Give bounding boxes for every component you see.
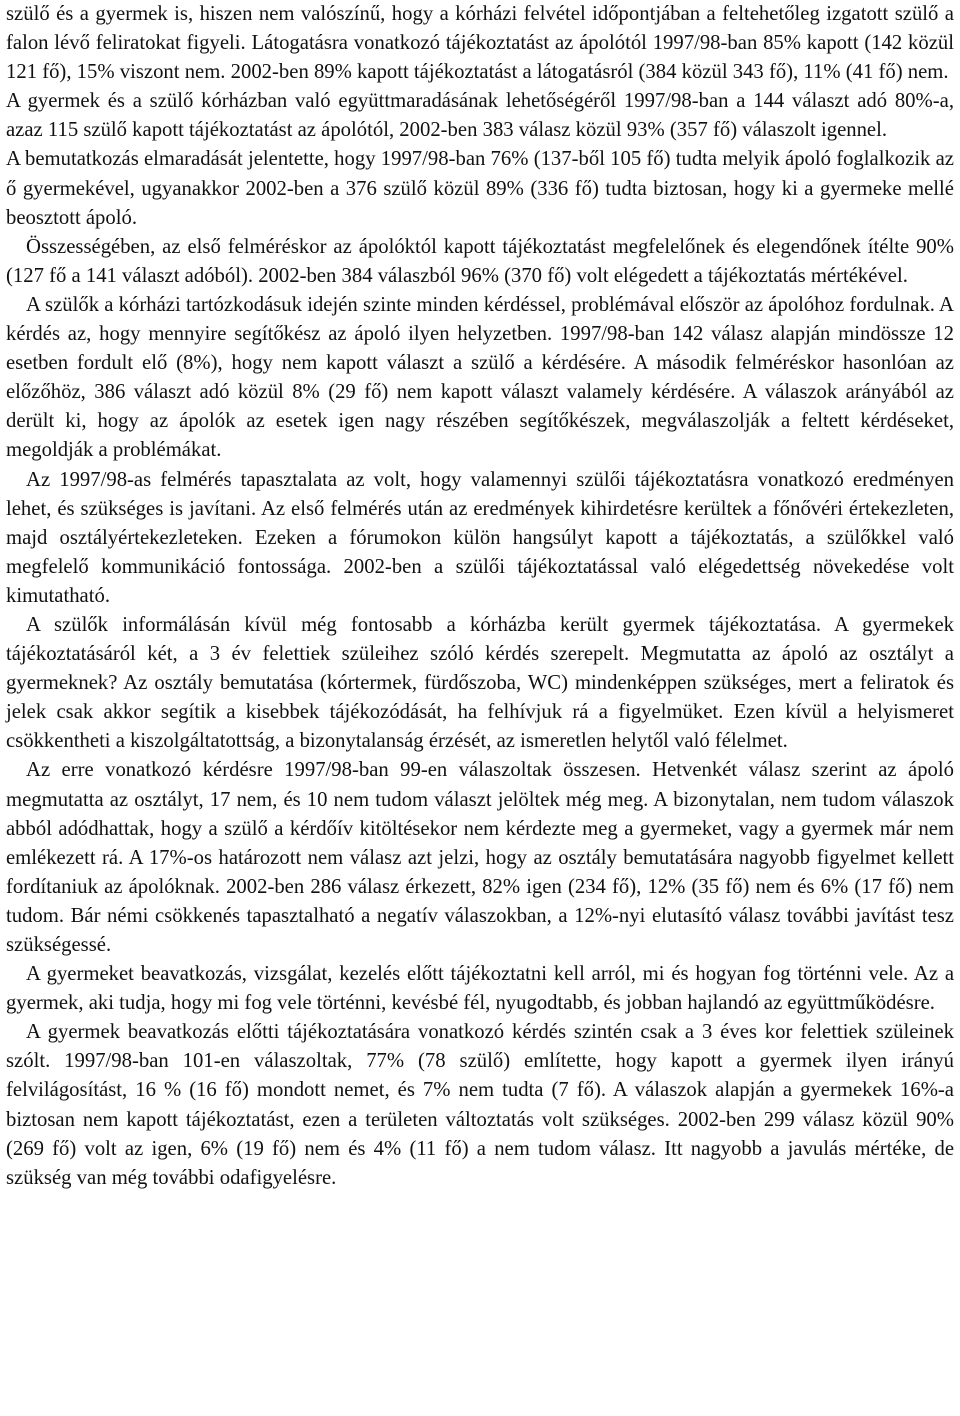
paragraph-visiting-info: szülő és a gyermek is, hiszen nem valószínű, hogy a kórházi felvétel időpontjában a feltehetőleg izgatott szülő a falon lévő feliratokat figyeli. Látogatásra vonatkozó tájékoztatást az ápolótól 1997/98-ban 85% kapott (142 közül 121 fő), 15% viszont nem. 2002-ben 89% kapott tájékoztatást a látogatásról (384 közül 343 fő), 11% (41 fő) nem. — [6, 3, 954, 84]
paragraph-survey-experience: Az 1997/98-as felmérés tapasztalata az volt, hogy valamennyi szülői tájékoztatásra vonatkozó eredményen lehet, és szükséges is javítani. Az első felmérés után az eredmények kihirdetésre kerültek a főnővéri értekezleten, majd osztályértekezleteken. Ezeken a fórumokon külön hangsúlyt kapott a tájékoztatás, a szülőkkel való megfelelő kommunikáció fontossága. 2002-ben a szülői tájékoztatással való elégedettség növekedése volt kimutatható. — [6, 468, 954, 607]
paragraph-nurse-introduction: A bemutatkozás elmaradását jelentette, hogy 1997/98-ban 76% (137-ből 105 fő) tudta melyik ápoló foglalkozik az ő gyermekével, ugyanakkor 2002-ben a 376 szülő közül 89% (336 fő) tudta biztosan, hogy ki a gyermeke mellé beosztott ápoló. — [6, 148, 954, 229]
paragraph-overall-satisfaction: Összességében, az első felméréskor az ápolóktól kapott tájékoztatást megfelelőnek és elegendőnek ítélte 90% (127 fő a 141 választ adóból). 2002-ben 384 válaszból 96% (370 fő) volt elégedett a tájékoztatás mértékével. — [6, 235, 954, 287]
paragraph-nurse-helpfulness: A szülők a kórházi tartózkodásuk idején szinte minden kérdéssel, problémával először az ápolóhoz fordulnak. A kérdés az, hogy mennyire segítőkész az ápoló ilyen helyzetben. 1997/98-ban 142 válasz alapján mindössze 12 esetben fordult elő (8%), hogy nem kapott választ a szülő a kérdésére. A második felméréskor hasonlóan az előzőhöz, 386 választ adó közül 8% (29 fő) nem kapott választ valamely kérdésére. A válaszok arányából az derült ki, hogy az ápolók az esetek igen nagy részében segítőkészek, megválaszolják a feltett kérdéseket, megoldják a problémákat. — [6, 293, 954, 462]
paragraph-staying-together: A gyermek és a szülő kórházban való együttmaradásának lehetőségéről 1997/98-ban a 144 választ adó 80%-a, azaz 115 szülő kapott tájékoztatást az ápolótól, 2002-ben 383 válasz közül 93% (357 fő) válaszolt igennel. — [6, 90, 954, 142]
paragraph-ward-tour-results: Az erre vonatkozó kérdésre 1997/98-ban 99-en válaszoltak összesen. Hetvenkét válasz szerint az ápoló megmutatta az osztályt, 17 nem, és 10 nem tudom választ jelöltek még meg. A bizonytalan, nem tudom válaszok abból adódhattak, hogy a szülő a kérdőív kitöltésekor nem kérdezte meg a gyermeket, vagy a gyermek már nem emlékezett rá. A 17%-os határozott nem válasz azt jelzi, hogy az osztály bemutatására nagyobb figyelmet kellett fordítaniuk az ápolóknak. 2002-ben 286 válasz érkezett, 82% igen (234 fő), 12% (35 fő) nem és 6% (17 fő) nem tudom. Bár némi csökkenés tapasztalható a negatív válaszokban, a 12%-nyi elutasító válasz további javítást tesz szükségessé. — [6, 759, 954, 956]
paragraph-procedure-information: A gyermeket beavatkozás, vizsgálat, kezelés előtt tájékoztatni kell arról, mi és hogyan fog történni vele. Az a gyermek, aki tudja, hogy mi fog vele történni, kevésbé fél, nyugodtabb, és jobban hajlandó az együttműködésre. — [6, 963, 954, 1015]
paragraph-procedure-results: A gyermek beavatkozás előtti tájékoztatására vonatkozó kérdés szintén csak a 3 éves kor felettiek szüleinek szólt. 1997/98-ban 101-en válaszoltak, 77% (78 szülő) említette, hogy kapott a gyermek ilyen irányú felvilágosítást, 16 % (16 fő) mondott nemet, és 7% nem tudta (7 fő). A válaszok alapján a gyermekek 16%-a biztosan nem kapott tájékoztatást, ezen a területen változtatás volt szükséges. 2002-ben 299 válasz közül 90% (269 fő) volt az igen, 6% (19 fő) nem és 4% (11 fő) a nem tudom válasz. Itt nagyobb a javulás mértéke, de szükség van még további odafigyelésre. — [6, 1021, 954, 1189]
paragraph-child-information: A szülők informálásán kívül még fontosabb a kórházba került gyermek tájékoztatása. A gyermekek tájékoztatásáról két, a 3 év felettiek szüleihez szóló kérdés szerepelt. Megmutatta az ápoló az osztályt a gyermeknek? Az osztály bemutatása (kórtermek, fürdőszoba, WC) mindenképpen szükséges, mert a feliratok és jelek csak akkor segítik a kisebbek tájékozódását, ha felhívjuk rá a figyelmüket. Ezen kívül a helyismeret csökkentheti a kiszolgáltatottság, a bizonytalanság érzését, az ismeretlen helytől való félelmet. — [6, 613, 954, 753]
